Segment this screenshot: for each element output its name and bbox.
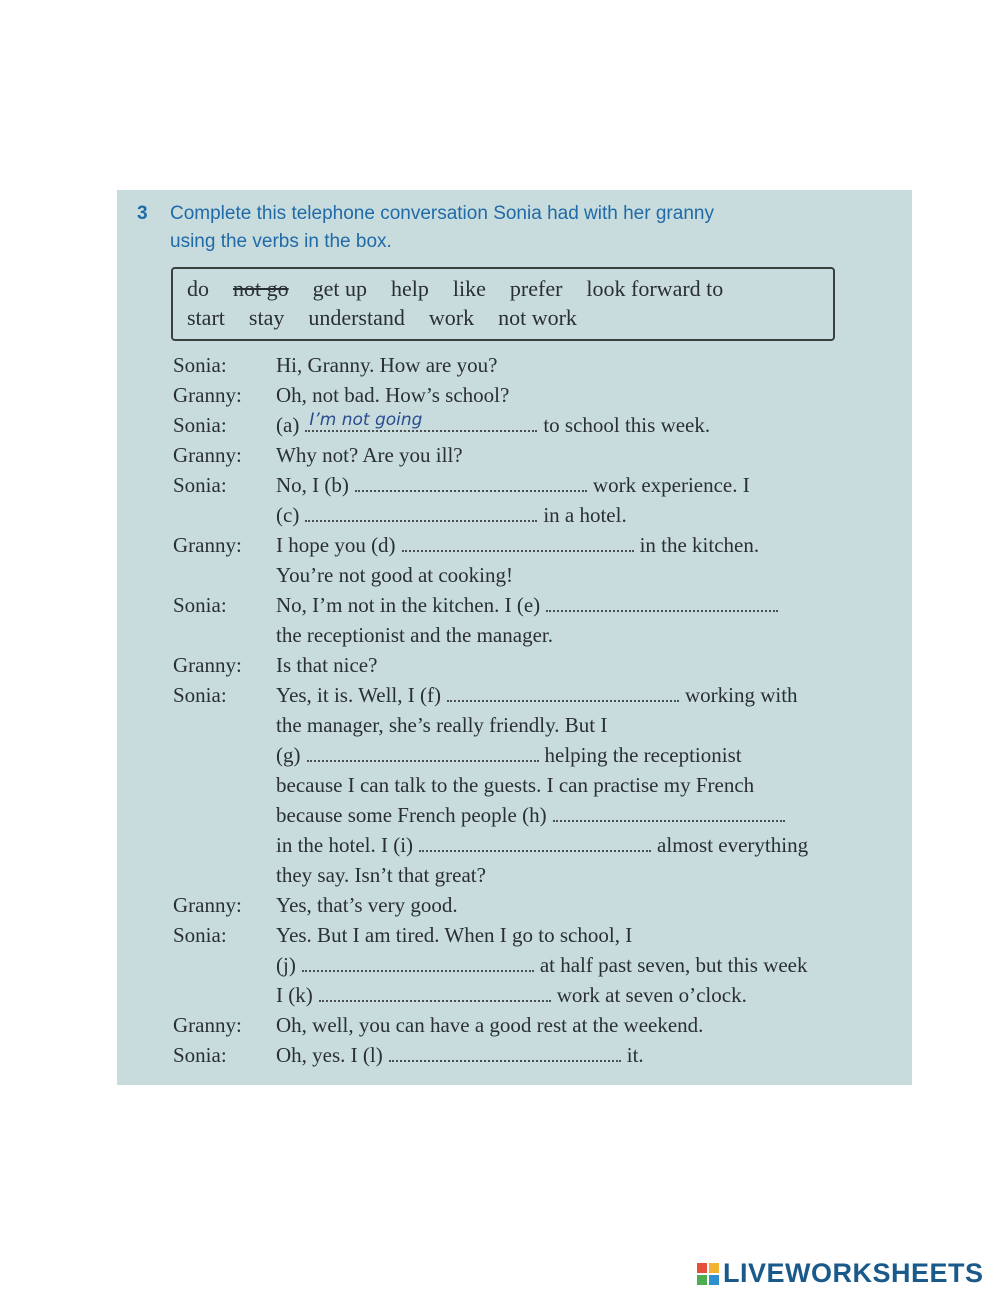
answer-blank[interactable] — [389, 1042, 621, 1062]
logo-square — [697, 1275, 707, 1285]
verb-item: prefer — [509, 276, 563, 301]
text-fragment: working with — [684, 683, 798, 707]
text-fragment: (j) — [276, 953, 296, 977]
dialogue-line — [117, 500, 912, 530]
text-fragment: almost everything — [657, 833, 809, 857]
dialogue-text — [276, 500, 627, 530]
text-fragment: (c) — [276, 503, 300, 527]
worksheet-scan — [117, 190, 912, 1085]
dialogue-line — [117, 1010, 912, 1040]
dialogue-line — [117, 920, 912, 950]
verb-item: work — [428, 305, 475, 330]
dialogue-line — [117, 800, 912, 830]
speaker-name: Sonia: — [173, 593, 227, 617]
verb-item: stay — [248, 305, 285, 330]
dialogue-text — [276, 920, 632, 950]
text-fragment: work at seven o’clock. — [556, 983, 747, 1007]
text-fragment: I (k) — [276, 983, 313, 1007]
verb-item: like — [452, 276, 486, 301]
dialogue-line — [117, 470, 912, 500]
text-fragment: to school this week. — [543, 413, 711, 437]
liveworksheets-logo — [697, 1256, 984, 1290]
text-fragment: because I can talk to the guests. I can practise my French — [276, 773, 755, 797]
verb-item: understand — [308, 305, 405, 330]
dialogue — [117, 350, 912, 1070]
text-fragment: in the kitchen. — [639, 533, 760, 557]
dialogue-line — [117, 380, 912, 410]
text-fragment: they say. Isn’t that great? — [276, 863, 486, 887]
speaker-name: Sonia: — [173, 683, 227, 707]
dialogue-line — [117, 680, 912, 710]
text-fragment: the receptionist and the manager. — [276, 623, 553, 647]
speaker-name: Granny: — [173, 1013, 242, 1037]
dialogue-line — [117, 410, 912, 440]
dialogue-line — [117, 710, 912, 740]
answer-blank[interactable] — [355, 472, 587, 492]
verb-box — [171, 267, 835, 341]
dialogue-text — [276, 470, 750, 500]
dialogue-line — [117, 770, 912, 800]
speaker-name: Sonia: — [173, 413, 227, 437]
dialogue-text — [276, 740, 742, 770]
text-fragment: Is that nice? — [276, 653, 378, 677]
speaker-name: Sonia: — [173, 923, 227, 947]
dialogue-text — [276, 410, 710, 440]
dialogue-line — [117, 350, 912, 380]
dialogue-text — [276, 590, 784, 620]
instruction-line-2: using the verbs in the box. — [170, 231, 392, 252]
verb-item: help — [391, 276, 429, 301]
text-fragment: I hope you (d) — [276, 533, 396, 557]
text-fragment: (a) — [276, 413, 300, 437]
text-fragment: No, I (b) — [276, 473, 349, 497]
dialogue-text — [276, 530, 759, 560]
example-answer: I’m not going — [309, 410, 423, 430]
dialogue-text — [276, 680, 798, 710]
logo-square — [709, 1275, 719, 1285]
dialogue-line — [117, 740, 912, 770]
instruction-line-1: Complete this telephone conversation Sonia had with her granny — [170, 203, 714, 224]
exercise-number: 3 — [137, 203, 148, 224]
answer-blank[interactable] — [419, 832, 651, 852]
speaker-name: Granny: — [173, 443, 242, 467]
answer-blank[interactable] — [546, 592, 778, 612]
verb-item: not go — [233, 276, 289, 301]
dialogue-line — [117, 830, 912, 860]
dialogue-text — [276, 770, 754, 800]
text-fragment: it. — [626, 1043, 644, 1067]
dialogue-line — [117, 560, 912, 590]
dialogue-text — [276, 1040, 644, 1070]
dialogue-text — [276, 380, 509, 410]
verb-item: get up — [312, 276, 368, 301]
dialogue-text — [276, 800, 791, 830]
exercise-heading — [137, 200, 817, 256]
text-fragment: Yes, it is. Well, I (f) — [276, 683, 441, 707]
verb-item: start — [187, 305, 225, 330]
dialogue-line — [117, 650, 912, 680]
text-fragment: Hi, Granny. How are you? — [276, 353, 498, 377]
dialogue-line — [117, 890, 912, 920]
dialogue-text — [276, 950, 808, 980]
dialogue-line — [117, 980, 912, 1010]
dialogue-text — [276, 650, 377, 680]
dialogue-text — [276, 890, 458, 920]
text-fragment: the manager, she’s really friendly. But I — [276, 713, 608, 737]
dialogue-text — [276, 860, 486, 890]
dialogue-line — [117, 620, 912, 650]
text-fragment: Yes, that’s very good. — [276, 893, 458, 917]
verb-item: not work — [498, 305, 577, 330]
text-fragment: helping the receptionist — [544, 743, 742, 767]
text-fragment: (g) — [276, 743, 301, 767]
text-fragment: in the hotel. I (i) — [276, 833, 414, 857]
text-fragment: Oh, not bad. How’s school? — [276, 383, 510, 407]
dialogue-line — [117, 440, 912, 470]
answer-blank[interactable] — [305, 412, 537, 432]
answer-blank[interactable] — [302, 952, 534, 972]
speaker-name: Granny: — [173, 383, 242, 407]
answer-blank[interactable] — [553, 802, 785, 822]
dialogue-text — [276, 620, 553, 650]
dialogue-text — [276, 830, 808, 860]
dialogue-text — [276, 710, 607, 740]
text-fragment: You’re not good at cooking! — [276, 563, 514, 587]
dialogue-text — [276, 560, 513, 590]
speaker-name: Granny: — [173, 893, 242, 917]
text-fragment: Yes. But I am tired. When I go to school, I — [276, 923, 633, 947]
verb-row-1 — [187, 275, 747, 303]
answer-blank[interactable] — [447, 682, 679, 702]
verb-item: do — [187, 276, 209, 301]
dialogue-text — [276, 440, 463, 470]
dialogue-text — [276, 980, 747, 1010]
text-fragment: because some French people (h) — [276, 803, 547, 827]
speaker-name: Granny: — [173, 533, 242, 557]
dialogue-text — [276, 1010, 703, 1040]
text-fragment: at half past seven, but this week — [539, 953, 808, 977]
answer-blank[interactable] — [305, 502, 537, 522]
verb-item: look forward to — [586, 276, 724, 301]
answer-blank[interactable] — [402, 532, 634, 552]
dialogue-line — [117, 1040, 912, 1070]
logo-icon — [697, 1263, 719, 1285]
logo-square — [697, 1263, 707, 1273]
speaker-name: Sonia: — [173, 1043, 227, 1067]
answer-blank[interactable] — [307, 742, 539, 762]
text-fragment: Oh, yes. I (l) — [276, 1043, 383, 1067]
dialogue-line — [117, 530, 912, 560]
logo-square — [709, 1263, 719, 1273]
speaker-name: Sonia: — [173, 353, 227, 377]
dialogue-text — [276, 350, 497, 380]
text-fragment: work experience. I — [592, 473, 750, 497]
speaker-name: Sonia: — [173, 473, 227, 497]
logo-text: LIVEWORKSHEETS — [723, 1258, 984, 1288]
verb-row-2 — [187, 304, 601, 332]
answer-blank[interactable] — [319, 982, 551, 1002]
text-fragment: in a hotel. — [543, 503, 627, 527]
text-fragment: Oh, well, you can have a good rest at the weekend. — [276, 1013, 704, 1037]
dialogue-line — [117, 860, 912, 890]
dialogue-line — [117, 950, 912, 980]
text-fragment: No, I’m not in the kitchen. I (e) — [276, 593, 541, 617]
text-fragment: Why not? Are you ill? — [276, 443, 463, 467]
speaker-name: Granny: — [173, 653, 242, 677]
dialogue-line — [117, 590, 912, 620]
